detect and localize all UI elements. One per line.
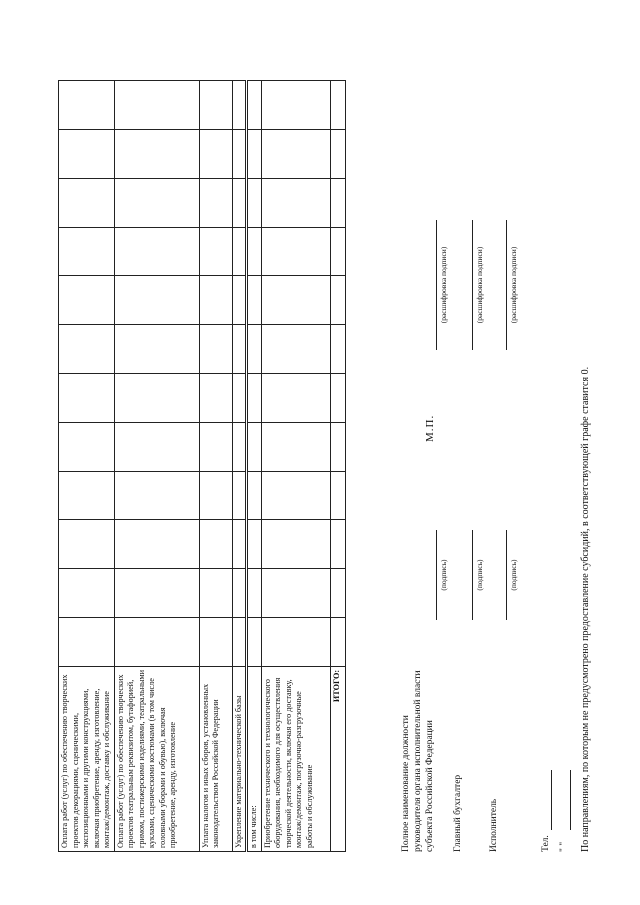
accountant-decode-line [472, 220, 473, 350]
rotated-sheet [40, 80, 600, 860]
row-label-taxes: Уплата налогов и иных сборов, установленных законодательством Российской Федерации [199, 666, 232, 851]
row-label-material-base: Укрепление материально-технической базы [232, 666, 247, 851]
row-label-props: Оплата работ (услуг) по обеспечению творческих проектов театральным реквизитом, бутафорией, гримом, постижерскими изделиями, театральными куклами, сценическими костюмами (в том числе головными уборами и обувью), включая приобретение, аренду, изготовление [114, 666, 199, 851]
head-title: Полное наименование должности руководителя органа исполнительной власти субъекта Российской Федерации [401, 670, 435, 852]
stamp-mark: М.П. [424, 414, 436, 442]
date-label: " " [559, 841, 569, 852]
table-row [114, 81, 199, 852]
head-sign-caption: (подпись) [439, 559, 448, 591]
executor-decode-line [506, 220, 507, 350]
table-row [199, 81, 232, 852]
table-row [330, 81, 345, 852]
executor-sign-caption: (подпись) [509, 559, 518, 591]
table-row [261, 81, 330, 852]
phone-line [551, 770, 552, 830]
executor-decode-caption: (расшифровка подписи) [509, 246, 518, 324]
row-label-decorations: Оплата работ (услуг) по обеспечению творческих проектов декорациями, сценическими, экспозиционными и другими конструкциями, включая приобретение, аренду, изготовление, монтаж/демонтаж, доставку и обслуживание [59, 666, 115, 851]
row-label-total: ИТОГО: [330, 666, 345, 851]
accountant-label: Главный бухгалтер [453, 774, 463, 852]
expenses-table [58, 80, 346, 852]
accountant-sign-caption: (подпись) [475, 559, 484, 591]
accountant-sign-line [472, 530, 473, 620]
executor-sign-line [506, 530, 507, 620]
head-sign-line [436, 530, 437, 620]
phone-label: Тел. [541, 835, 551, 852]
table-row [59, 81, 115, 852]
table-row [247, 81, 262, 852]
date-line [570, 770, 571, 830]
footnote: По направлениям, по которым не предусмотрено предоставление субсидий, в соответствующей графе ставится 0. [580, 366, 591, 852]
head-decode-caption: (расшифровка подписи) [439, 246, 448, 324]
row-label-equipment: Приобретение технического и технологического оборудования, необходимого для осуществления творческой деятельности, включая его доставку, монтаж/демонтаж, погрузочно-разгрузочные работы и обслуживание [261, 666, 330, 851]
table-row [232, 81, 247, 852]
head-decode-line [436, 220, 437, 350]
row-label-including: в том числе: [247, 666, 262, 851]
executor-label: Исполнитель [489, 798, 499, 852]
accountant-decode-caption: (расшифровка подписи) [475, 246, 484, 324]
